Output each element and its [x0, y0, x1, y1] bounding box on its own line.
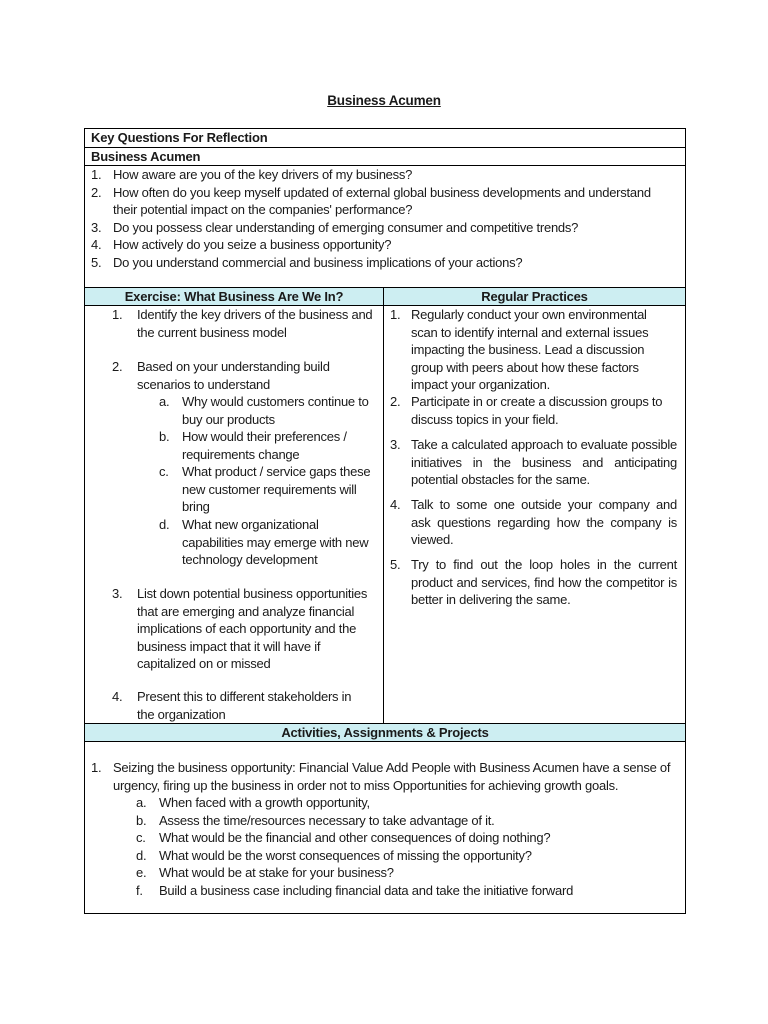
- exercise-subitem-letter: c.: [159, 464, 169, 479]
- practice-item: [384, 496, 677, 549]
- practice-item: [384, 393, 674, 428]
- activity-subitem: [85, 882, 681, 900]
- reflection-question: [85, 166, 685, 184]
- practice-number: 1.: [390, 307, 401, 322]
- question-number: 1.: [91, 167, 102, 182]
- question-number: 4.: [91, 237, 102, 253]
- exercise-text: List down potential business opportunities that are emerging and analyze financial implications of each opportunity and the business impact that it will have if capitalized on or missed: [137, 586, 368, 672]
- exercise-subitem: [85, 463, 377, 516]
- activity-subitem-text: Build a business case including financial data and take the initiative forward: [159, 882, 574, 898]
- practice-item: [384, 436, 677, 489]
- activity-subitem-letter: f.: [136, 882, 143, 898]
- practice-number: 3.: [390, 437, 401, 452]
- activity-text: Seizing the business opportunity: Financial Value Add People with Business Acumen have a sense of urgency, firing up the business in order not to miss Opportunities for achieving growth goals.: [113, 760, 671, 793]
- exercise-subitem: [85, 393, 380, 428]
- activity-subitem-letter: e.: [136, 865, 147, 881]
- content-table: [84, 128, 686, 914]
- question-text: Do you possess clear understanding of emerging consumer and competitive trends?: [113, 219, 579, 235]
- practice-text: Try to find out the loop holes in the current product and services, find how the competitor is better in delivering the same.: [411, 557, 677, 608]
- practices-column: [384, 306, 685, 723]
- reflection-question: [85, 236, 685, 254]
- exercise-subitem-text: Why would customers continue to buy our products: [182, 394, 369, 427]
- activities-header: Activities, Assignments & Projects: [85, 723, 685, 741]
- exercise-subitem-letter: a.: [159, 394, 170, 409]
- activity-subitem-letter: d.: [136, 847, 147, 863]
- question-number: 5.: [91, 254, 102, 270]
- reflection-questions-list: [85, 166, 685, 272]
- exercise-subitem: [85, 428, 370, 463]
- activity-subitem-text: What would be the worst consequences of missing the opportunity?: [159, 847, 532, 863]
- reflection-header: Key Questions For Reflection: [91, 130, 268, 145]
- exercise-subitem: [85, 516, 377, 569]
- activity-subitem-text: Assess the time/resources necessary to take advantage of it.: [159, 812, 495, 828]
- practice-text: Participate in or create a discussion groups to discuss topics in your field.: [411, 394, 663, 427]
- practice-text: Regularly conduct your own environmental scan to identify internal and external issues impacting the business. Lead a discussion group with peers about how these factors impact your organization.: [411, 307, 649, 393]
- activity-subitem: [85, 864, 681, 882]
- activity-subitem-text: When faced with a growth opportunity,: [159, 795, 370, 810]
- exercise-subitem-letter: b.: [159, 429, 170, 444]
- exercise-subitem-text: What new organizational capabilities may emerge with new technology development: [182, 517, 369, 568]
- reflection-subheader: Business Acumen: [85, 147, 685, 165]
- exercise-item: [85, 358, 365, 393]
- exercise-item: [85, 688, 365, 723]
- exercise-number: 3.: [112, 586, 123, 601]
- reflection-question: [85, 184, 685, 219]
- exercise-number: 1.: [112, 307, 123, 322]
- exercise-column: [85, 306, 384, 723]
- exercise-header: Exercise: What Business Are We In?: [85, 288, 384, 305]
- activity-subitem: [85, 847, 681, 865]
- exercise-item: [85, 306, 380, 341]
- practice-text: Take a calculated approach to evaluate possible initiatives in the business and anticipating potential obstacles for the same.: [411, 437, 677, 488]
- exercise-subitem-text: What product / service gaps these new customer requirements will bring: [182, 464, 371, 515]
- activity-subitem: [85, 794, 681, 812]
- practice-number: 2.: [390, 394, 401, 409]
- activity-subitem: [85, 829, 681, 847]
- question-text: How aware are you of the key drivers of my business?: [113, 167, 413, 182]
- practice-number: 5.: [390, 557, 401, 572]
- reflection-questions-cell: [85, 165, 685, 295]
- exercise-subitem-letter: d.: [159, 517, 170, 532]
- activity-subitem-letter: a.: [136, 795, 147, 810]
- practices-header: Regular Practices: [481, 289, 588, 304]
- question-number: 2.: [91, 184, 102, 200]
- activity-subitem-text: What would be the financial and other consequences of doing nothing?: [159, 830, 551, 846]
- exercise-text: Based on your understanding build scenarios to understand: [137, 359, 330, 392]
- reflection-question: [85, 254, 685, 272]
- practice-text: Talk to some one outside your company and ask questions regarding how the company is viewed.: [411, 497, 677, 548]
- two-column-body-row: [85, 305, 685, 723]
- question-text: How actively do you seize a business opportunity?: [113, 237, 392, 253]
- activity-subitem-letter: b.: [136, 812, 147, 828]
- activities-body: [85, 741, 685, 913]
- activity-number: 1.: [91, 760, 102, 775]
- practice-item: [384, 306, 668, 394]
- activity-subitem-text: What would be at stake for your business?: [159, 865, 394, 881]
- exercise-item: [85, 585, 381, 673]
- page-title: Business Acumen: [327, 93, 441, 108]
- activity-subitem: [85, 812, 681, 830]
- question-number: 3.: [91, 219, 102, 235]
- exercise-text: Identify the key drivers of the business and the current business model: [137, 307, 373, 340]
- question-text: How often do you keep myself updated of external global business developments and understand their potential impact on the companies' performance?: [113, 184, 651, 218]
- activity-item: [85, 759, 681, 794]
- exercise-text: Present this to different stakeholders in the organization: [137, 689, 352, 722]
- question-text: Do you understand commercial and business implications of your actions?: [113, 254, 523, 270]
- exercise-subitem-text: How would their preferences / requirements change: [182, 429, 347, 462]
- practice-item: [384, 556, 677, 609]
- practice-number: 4.: [390, 497, 401, 512]
- exercise-number: 4.: [112, 689, 123, 704]
- activity-subitem-letter: c.: [136, 830, 146, 846]
- reflection-question: [85, 219, 685, 237]
- exercise-number: 2.: [112, 359, 123, 374]
- activity-subitems: [85, 794, 681, 900]
- two-column-header-row: [85, 287, 685, 305]
